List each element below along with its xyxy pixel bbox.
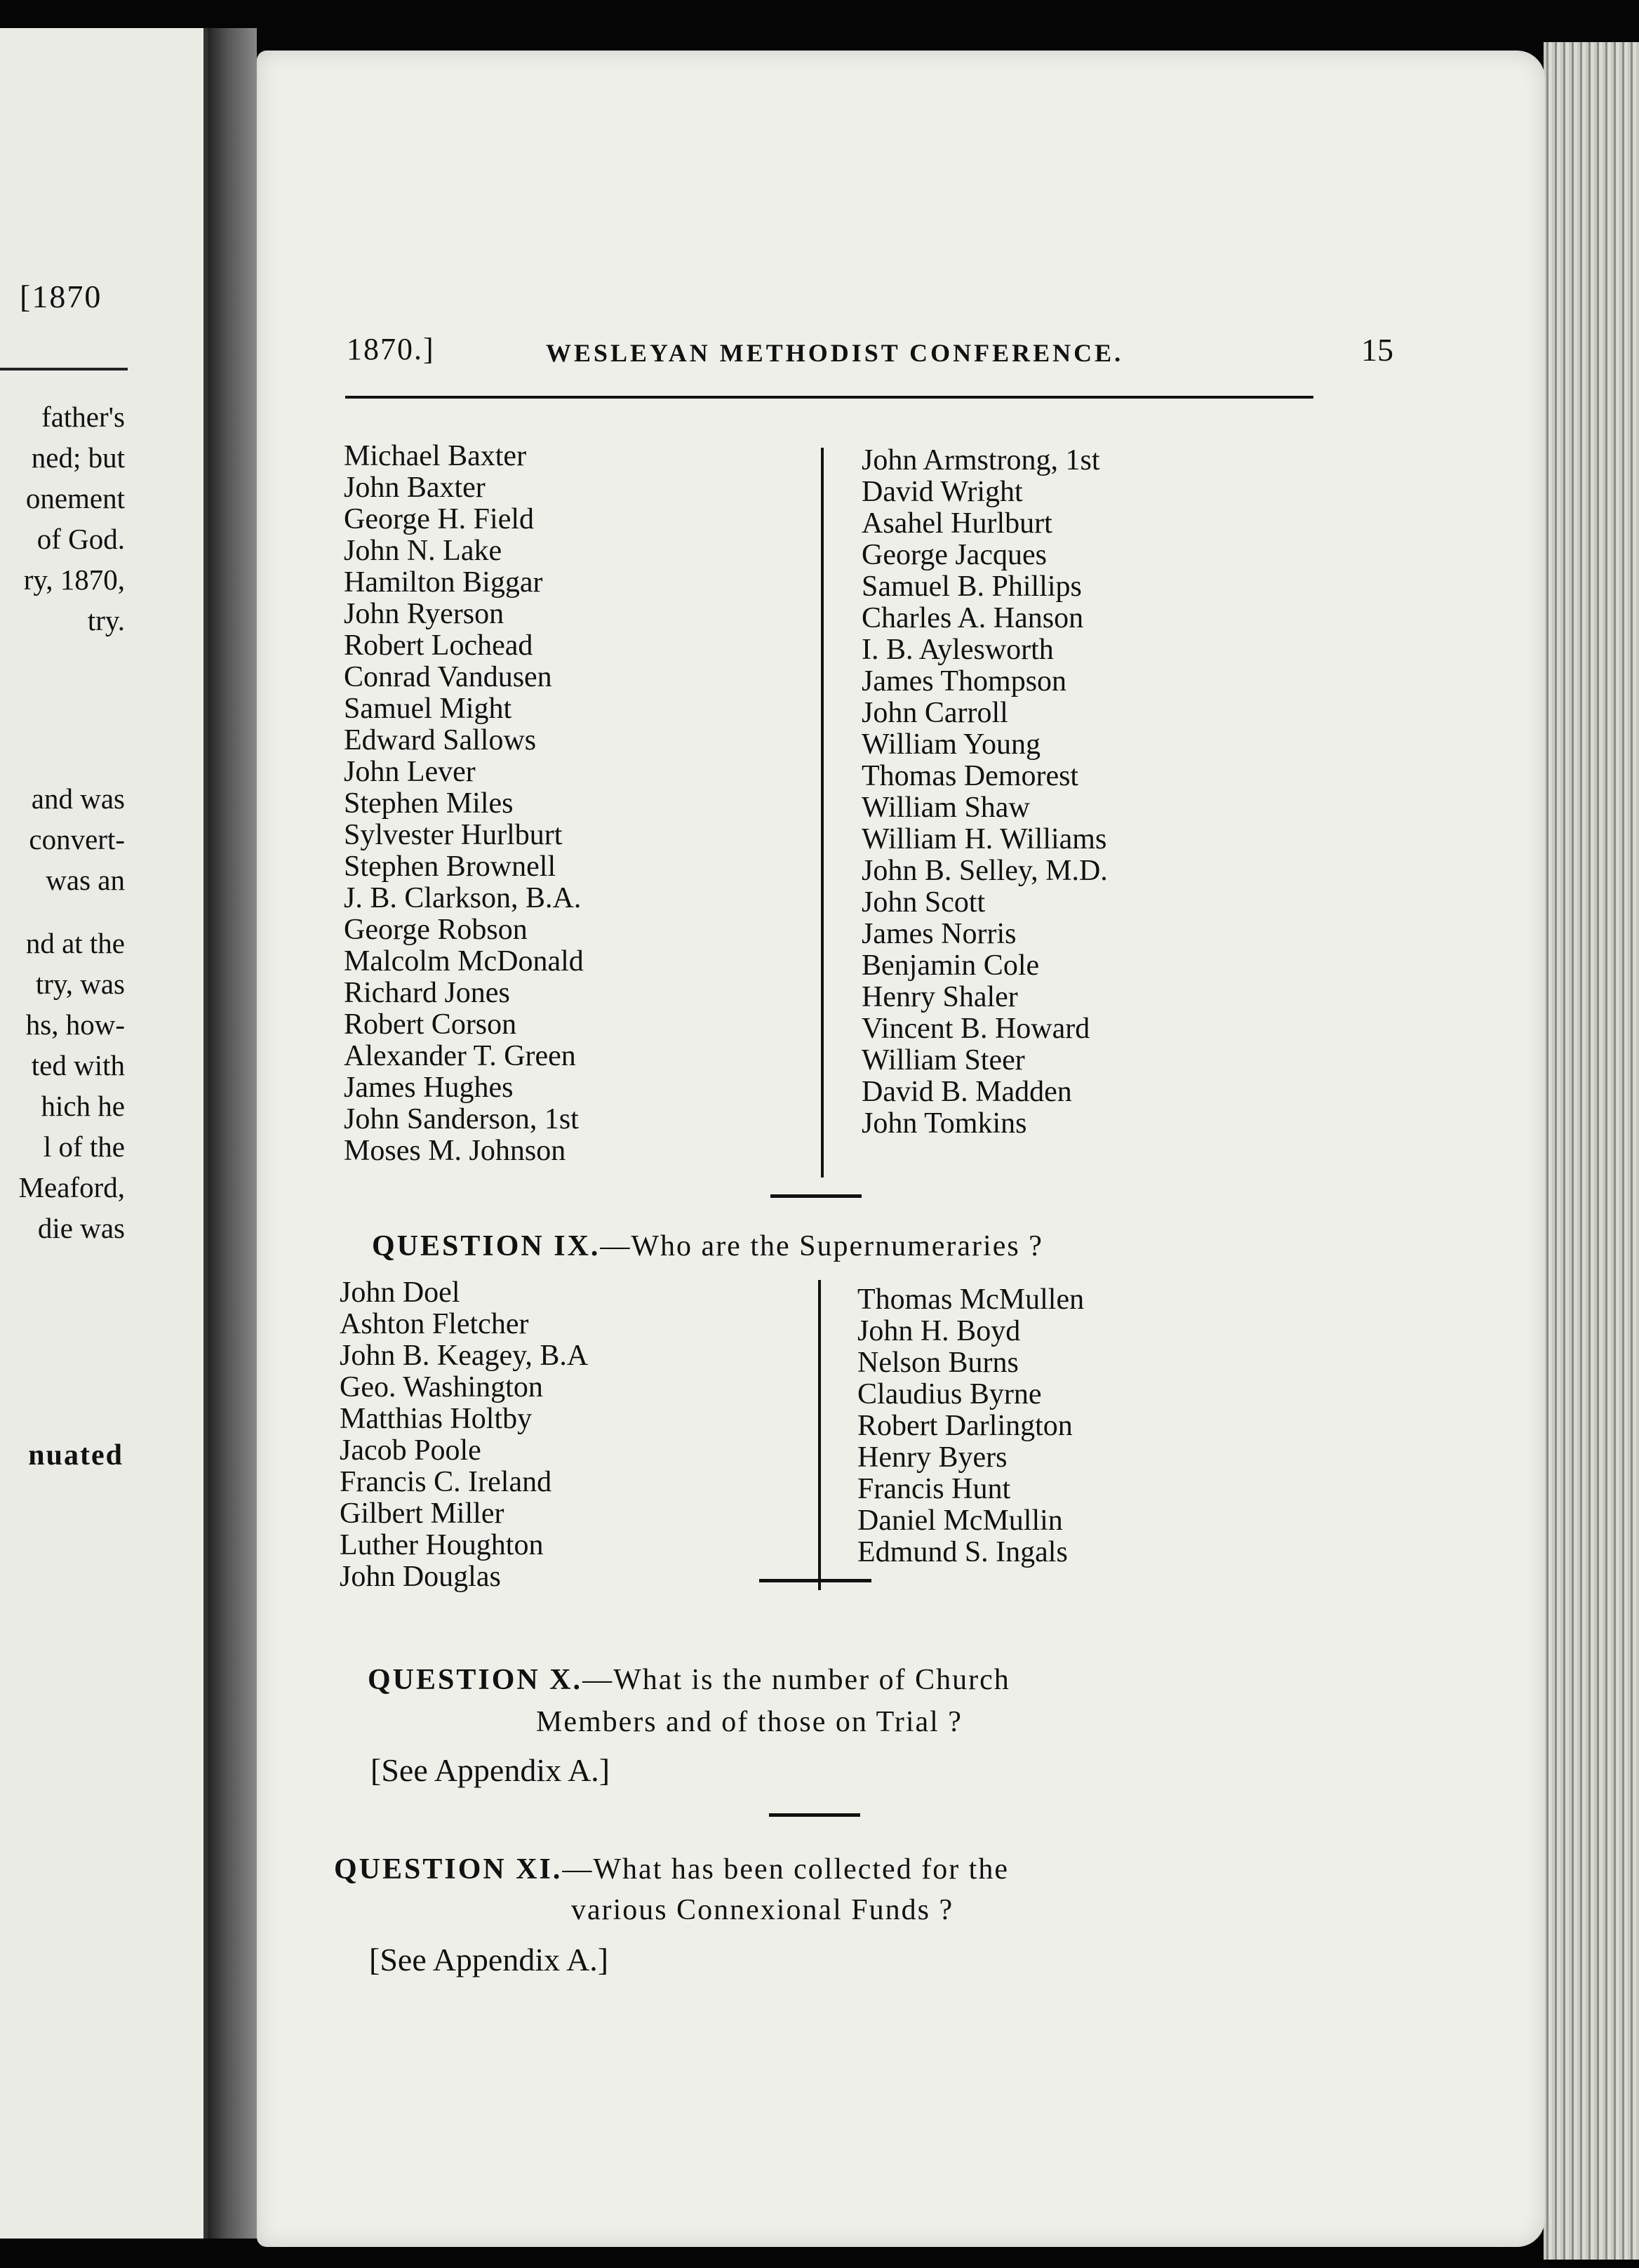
- question-number: QUESTION XI.: [334, 1853, 563, 1886]
- list-item: Nelson Burns: [857, 1347, 1019, 1379]
- previous-page-line: ry, 1870,: [23, 563, 125, 596]
- list-item: William Young: [862, 728, 1041, 761]
- previous-page-line: nd at the: [25, 927, 125, 959]
- list-item: Francis Hunt: [857, 1473, 1011, 1505]
- previous-page-fragment: [0, 28, 208, 2239]
- previous-page-line: onement: [25, 482, 125, 514]
- list-item: Thomas McMullen: [857, 1283, 1085, 1316]
- list-item: John Ryerson: [344, 598, 504, 630]
- supernumeraries-list-right: [857, 1284, 1084, 1568]
- previous-page-line: of God.: [36, 523, 125, 555]
- list-item: William H. Williams: [862, 823, 1107, 855]
- list-item: John H. Boyd: [857, 1315, 1021, 1347]
- question-x-continuation: Members and of those on Trial ?: [536, 1706, 963, 1738]
- page-number: 15: [1361, 332, 1393, 368]
- list-item: John B. Selley, M.D.: [862, 855, 1108, 887]
- section-separator: [770, 1194, 862, 1198]
- list-item: James Hughes: [344, 1072, 514, 1104]
- appendix-reference: [See Appendix A.]: [369, 1942, 609, 1977]
- appendix-reference: [See Appendix A.]: [370, 1752, 610, 1788]
- list-item: James Norris: [862, 918, 1017, 950]
- previous-page-line: ted with: [31, 1049, 125, 1081]
- previous-page-line: hs, how-: [25, 1008, 125, 1041]
- previous-page-heading: nuated: [28, 1439, 123, 1472]
- list-item: John B. Keagey, B.A: [340, 1340, 589, 1372]
- list-item: Matthias Holtby: [340, 1403, 533, 1435]
- list-item: Gilbert Miller: [340, 1497, 504, 1530]
- list-item: James Thompson: [862, 665, 1067, 698]
- list-item: William Shaw: [862, 792, 1030, 824]
- list-item: Geo. Washington: [340, 1371, 543, 1403]
- previous-page-line: convert-: [29, 823, 125, 855]
- list-item: Michael Baxter: [344, 440, 527, 472]
- list-item: John Doel: [340, 1276, 460, 1309]
- question-text: —Who are the Supernumeraries ?: [600, 1230, 1043, 1262]
- previous-page-line: ned; but: [31, 441, 125, 474]
- list-item: Samuel Might: [344, 693, 512, 725]
- page-block-edge: [1544, 42, 1639, 2260]
- list-item: William Steer: [862, 1044, 1025, 1076]
- list-item: George H. Field: [344, 503, 535, 535]
- previous-page-gap: [0, 900, 125, 923]
- previous-page-line: try, was: [35, 968, 125, 1000]
- list-item: Luther Houghton: [340, 1529, 544, 1561]
- page-15: [257, 51, 1545, 2247]
- question-number: QUESTION X.: [368, 1664, 583, 1696]
- list-item: Henry Shaler: [862, 981, 1018, 1013]
- list-item: George Jacques: [862, 539, 1047, 571]
- previous-page-line: father's: [41, 401, 125, 433]
- header-year: 1870.]: [347, 332, 435, 366]
- question-xi-continuation: various Connexional Funds ?: [571, 1894, 954, 1926]
- list-item: Jacob Poole: [340, 1434, 481, 1467]
- question-x-heading: [368, 1663, 1010, 1697]
- list-item: John Carroll: [862, 697, 1008, 729]
- list-item: David Wright: [862, 476, 1023, 508]
- list-item: Hamilton Biggar: [344, 566, 543, 599]
- list-item: Sylvester Hurlburt: [344, 819, 563, 851]
- list-item: Samuel B. Phillips: [862, 571, 1082, 603]
- column-divider: [821, 448, 824, 1178]
- list-item: David B. Madden: [862, 1076, 1072, 1108]
- list-item: George Robson: [344, 914, 528, 946]
- previous-page-header: [1870: [20, 279, 102, 314]
- list-item: Richard Jones: [344, 977, 510, 1009]
- list-item: Edmund S. Ingals: [857, 1536, 1068, 1568]
- previous-page-header-rule: [0, 368, 128, 371]
- list-item: Thomas Demorest: [862, 760, 1079, 792]
- question-number: QUESTION IX.: [372, 1230, 601, 1262]
- list-item: John Armstrong, 1st: [862, 444, 1100, 476]
- list-item: John Scott: [862, 886, 986, 919]
- previous-page-text: [0, 396, 125, 1248]
- question-xi-heading: [334, 1853, 1009, 1886]
- list-item: John Lever: [344, 756, 476, 788]
- previous-page-line: hich he: [41, 1090, 125, 1122]
- previous-page-line: was an: [46, 864, 125, 896]
- list-item: John Sanderson, 1st: [344, 1103, 579, 1135]
- supernumeraries-list-left: [340, 1277, 588, 1593]
- list-item: Robert Lochead: [344, 629, 533, 662]
- list-item: Benjamin Cole: [862, 949, 1040, 982]
- list-item: Stephen Brownell: [344, 850, 556, 883]
- list-item: Daniel McMullin: [857, 1505, 1063, 1537]
- list-item: Stephen Miles: [344, 787, 514, 820]
- list-item: John Baxter: [344, 472, 486, 504]
- book-gutter: [208, 28, 257, 2239]
- list-item: Robert Corson: [344, 1008, 517, 1041]
- list-item: Conrad Vandusen: [344, 661, 552, 693]
- question-ix-heading: [372, 1229, 1043, 1263]
- list-item: I. B. Aylesworth: [862, 634, 1054, 666]
- list-item: John N. Lake: [344, 535, 502, 567]
- list-item: Edward Sallows: [344, 724, 537, 756]
- list-item: Claudius Byrne: [857, 1378, 1042, 1410]
- list-item: J. B. Clarkson, B.A.: [344, 882, 582, 914]
- header-title: WESLEYAN METHODIST CONFERENCE.: [546, 339, 1124, 367]
- list-item: Robert Darlington: [857, 1410, 1073, 1442]
- list-item: Francis C. Ireland: [340, 1466, 552, 1498]
- ministers-list-right: [862, 445, 1108, 1140]
- header-rule: [345, 396, 1313, 399]
- previous-page-line: try.: [87, 604, 125, 636]
- question-text: —What is the number of Church: [582, 1664, 1010, 1696]
- list-item: Malcolm McDonald: [344, 945, 584, 978]
- section-separator: [769, 1813, 860, 1817]
- column-divider: [818, 1280, 821, 1590]
- list-item: Henry Byers: [857, 1441, 1008, 1474]
- question-text: —What has been collected for the: [562, 1853, 1009, 1886]
- list-item: Alexander T. Green: [344, 1040, 576, 1072]
- list-item: Charles A. Hanson: [862, 602, 1084, 634]
- previous-page-line: Meaford,: [18, 1171, 125, 1203]
- list-item: John Douglas: [340, 1561, 501, 1593]
- section-separator: [759, 1579, 871, 1582]
- list-item: Ashton Fletcher: [340, 1308, 529, 1340]
- previous-page-line: die was: [37, 1212, 125, 1244]
- list-item: Asahel Hurlburt: [862, 507, 1052, 540]
- list-item: Moses M. Johnson: [344, 1135, 566, 1167]
- previous-page-gap: [0, 641, 125, 778]
- previous-page-line: l of the: [43, 1130, 125, 1163]
- previous-page-line: and was: [31, 782, 125, 815]
- list-item: Vincent B. Howard: [862, 1013, 1090, 1045]
- ministers-list-left: [344, 441, 584, 1167]
- list-item: John Tomkins: [862, 1107, 1027, 1140]
